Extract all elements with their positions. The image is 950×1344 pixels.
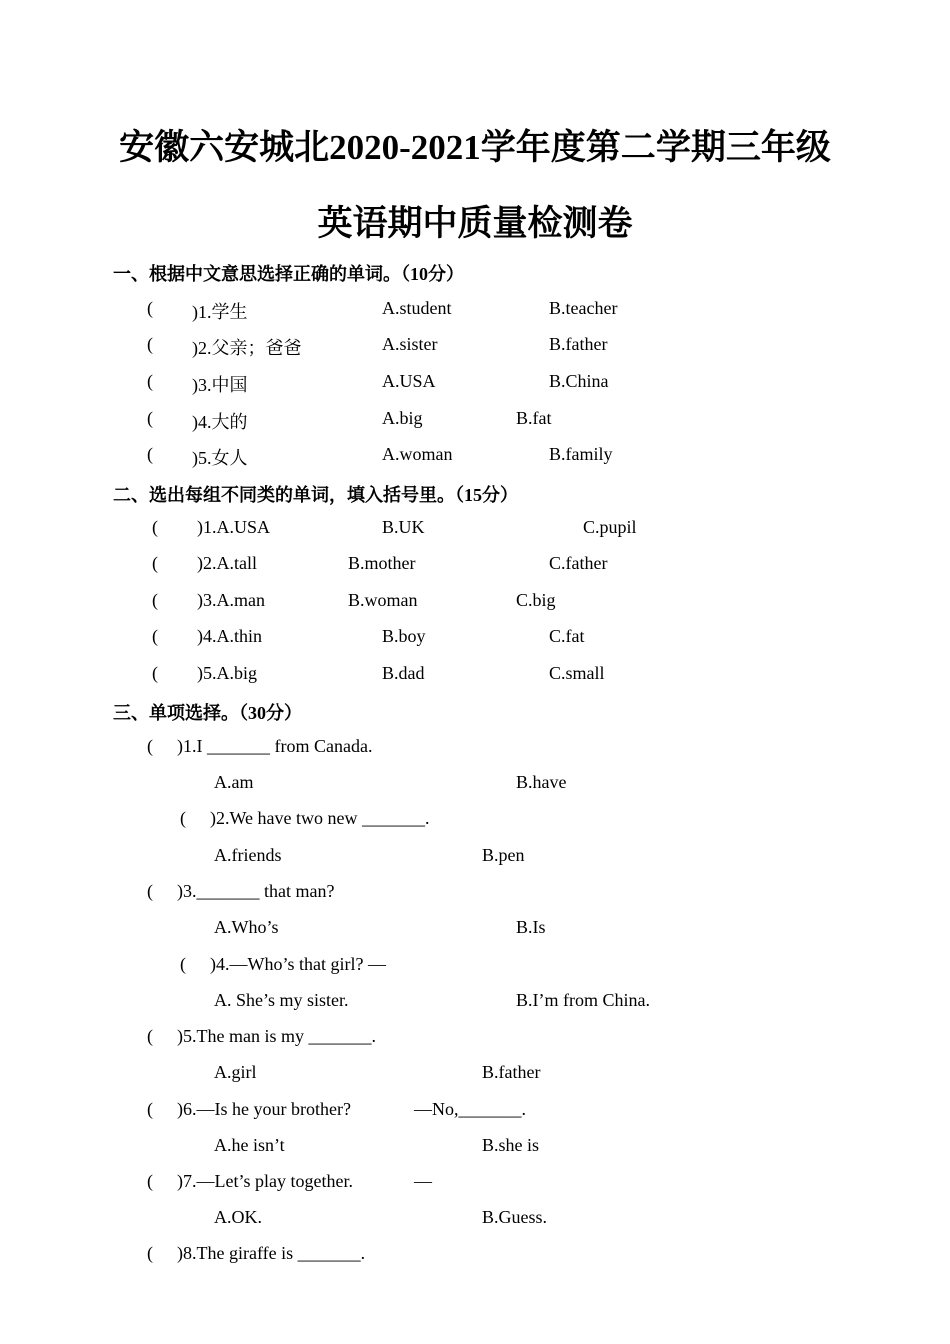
answer-paren: ( [152,553,158,573]
question-text: )4.A.thin [197,626,262,646]
option-a: A.woman [382,444,453,464]
answer-paren: ( [147,298,153,318]
question-stem: )8.The giraffe is _______. [177,1243,366,1263]
option-a: A.girl [214,1062,257,1082]
answer-paren: ( [180,808,186,828]
option-a: A.big [382,408,423,428]
option-b: B.China [549,371,609,391]
question-text: )3.中国 [192,375,248,395]
option-c: C.small [549,663,605,683]
option-a: A.OK. [214,1207,262,1227]
option-b: B.pen [482,845,525,865]
answer-paren: ( [147,444,153,464]
question-text: )4.大的 [192,412,248,432]
option-b: B.father [482,1062,541,1082]
option-a: A.sister [382,334,438,354]
answer-paren: ( [152,626,158,646]
answer-paren: ( [152,663,158,683]
question-stem: )4.—Who’s that girl? — [210,954,386,974]
answer-paren: ( [147,736,153,756]
option-b: B.have [516,772,567,792]
answer-paren: ( [147,408,153,428]
answer-paren: ( [180,954,186,974]
answer-paren: ( [152,517,158,537]
section3-heading: 三、单项选择。（30分） [113,703,302,723]
answer-paren: ( [147,1243,153,1263]
option-a: A.Who’s [214,917,279,937]
option-b: B.Is [516,917,546,937]
option-b: B.dad [382,663,425,683]
option-a: A. She’s my sister. [214,990,349,1010]
question-text: )1.学生 [192,302,248,322]
option-b: B.she is [482,1135,540,1155]
option-a: A.USA [382,371,436,391]
question-reply: —No,_______. [414,1099,526,1119]
option-a: A.am [214,772,254,792]
option-b: B.father [549,334,608,354]
option-b: B.fat [516,408,552,428]
option-b: B.I’m from China. [516,990,650,1010]
question-stem: )2.We have two new _______. [210,808,430,828]
question-text: )1.A.USA [197,517,271,537]
option-b: B.teacher [549,298,618,318]
option-c: C.big [516,590,556,610]
option-b: B.UK [382,517,425,537]
option-a: A.student [382,298,452,318]
option-b: B.family [549,444,613,464]
answer-paren: ( [147,1026,153,1046]
option-b: B.woman [348,590,418,610]
question-stem: )3._______ that man? [177,881,335,901]
question-stem: )1.I _______ from Canada. [177,736,373,756]
question-text: )5.A.big [197,663,257,683]
question-stem: )6.—Is he your brother? [177,1099,351,1119]
question-text: )2.父亲；爸爸 [192,338,302,358]
option-a: A.friends [214,845,282,865]
option-b: B.Guess. [482,1207,548,1227]
question-stem: )7.—Let’s play together. [177,1171,353,1191]
question-text: )3.A.man [197,590,265,610]
question-text: )5.女人 [192,448,248,468]
section1-heading: 一、根据中文意思选择正确的单词。（10分） [113,264,464,284]
section2-heading: 二、选出每组不同类的单词，填入括号里。（15分） [113,485,518,505]
option-a: A.he isn’t [214,1135,285,1155]
answer-paren: ( [147,334,153,354]
answer-paren: ( [147,1171,153,1191]
option-b: B.mother [348,553,416,573]
page-title-line1: 安徽六安城北2020-2021学年度第二学期三年级 [119,128,831,167]
question-text: )2.A.tall [197,553,257,573]
page-title-line2: 英语期中质量检测卷 [317,204,633,243]
answer-paren: ( [147,881,153,901]
option-c: C.pupil [583,517,637,537]
option-b: B.boy [382,626,426,646]
answer-paren: ( [147,371,153,391]
option-c: C.father [549,553,608,573]
answer-paren: ( [152,590,158,610]
question-stem: )5.The man is my _______. [177,1026,376,1046]
question-reply: — [414,1171,432,1191]
answer-paren: ( [147,1099,153,1119]
option-c: C.fat [549,626,585,646]
